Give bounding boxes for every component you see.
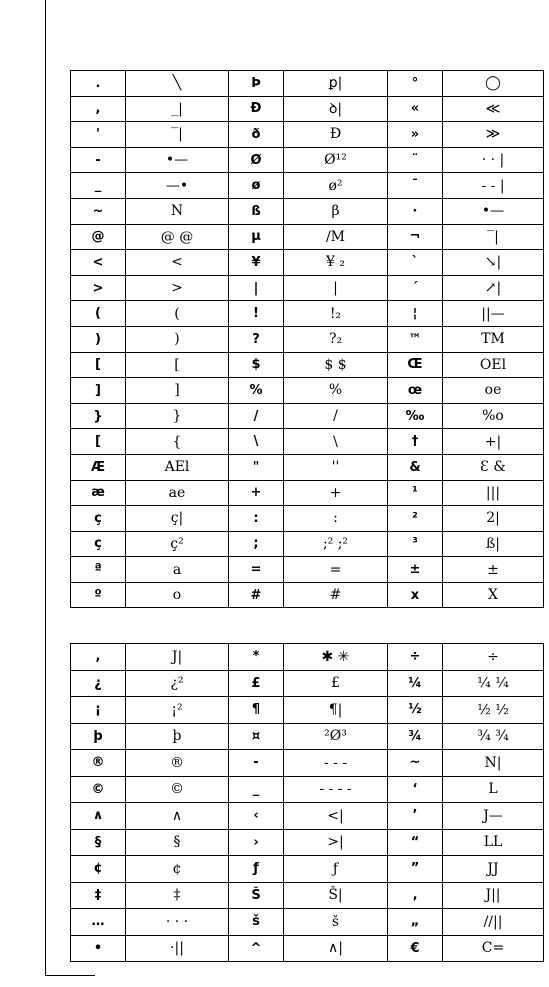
character-cell: ÷ [388, 644, 443, 671]
stroke-cell: ) [126, 326, 229, 352]
stroke-cell: @ @ [126, 224, 229, 250]
character-cell: ° [388, 71, 443, 97]
character-cell: ¥ [229, 250, 284, 276]
character-cell: ® [71, 750, 126, 777]
character-cell: ™ [388, 326, 443, 352]
character-cell: » [388, 122, 443, 148]
table-row [71, 352, 544, 378]
table-row [71, 378, 544, 404]
character-cell: § [71, 829, 126, 856]
stroke-cell: Ð [284, 122, 388, 148]
character-cell: } [71, 403, 126, 429]
table-row [71, 173, 544, 199]
stroke-cell: oe [443, 378, 544, 404]
stroke-cell: ‾| [443, 224, 544, 250]
stroke-cell: - - - - [284, 776, 388, 803]
page-margin-line [45, 0, 46, 975]
stroke-cell: ¾ ¾ [443, 723, 544, 750]
stroke-cell: ae [126, 480, 229, 506]
stroke-cell: OEl [443, 352, 544, 378]
character-cell: ç [71, 506, 126, 532]
stroke-cell: ²Ø³ [284, 723, 388, 750]
character-cell: æ [71, 480, 126, 506]
character-cell: † [388, 429, 443, 455]
stroke-cell: ( [126, 301, 229, 327]
stroke-cell: L [443, 776, 544, 803]
character-cell: - [71, 147, 126, 173]
stroke-cell: ?₂ [284, 326, 388, 352]
character-stroke-table-top [70, 70, 544, 608]
character-cell: | [229, 275, 284, 301]
stroke-cell: $ $ [284, 352, 388, 378]
stroke-cell: ≫ [443, 122, 544, 148]
table-row [71, 480, 544, 506]
stroke-cell: ||— [443, 301, 544, 327]
stroke-cell: ≪ [443, 96, 544, 122]
character-cell: - [229, 750, 284, 777]
stroke-cell: 2| [443, 506, 544, 532]
stroke-cell: ½ ½ [443, 697, 544, 724]
character-cell: … [71, 909, 126, 936]
character-cell: ¯ [388, 173, 443, 199]
stroke-cell: = [284, 557, 388, 583]
character-cell: › [229, 829, 284, 856]
character-cell: € [388, 935, 443, 962]
character-cell: ‰ [388, 403, 443, 429]
stroke-cell: JJ [443, 856, 544, 883]
table-row [71, 882, 544, 909]
stroke-cell: TM [443, 326, 544, 352]
stroke-cell: ||| [443, 480, 544, 506]
stroke-cell: +| [443, 429, 544, 455]
character-cell: ' [71, 122, 126, 148]
stroke-cell: Š| [284, 882, 388, 909]
character-cell: ‡ [71, 882, 126, 909]
stroke-cell: ↗| [443, 275, 544, 301]
table-row [71, 224, 544, 250]
character-cell: [ [71, 429, 126, 455]
character-cell: " [229, 454, 284, 480]
character-cell: ) [71, 326, 126, 352]
table-row [71, 697, 544, 724]
stroke-cell: ® [126, 750, 229, 777]
character-cell: ƒ [229, 856, 284, 883]
character-cell: \ [229, 429, 284, 455]
table-row [71, 403, 544, 429]
stroke-cell: © [126, 776, 229, 803]
character-cell: ð [229, 122, 284, 148]
stroke-cell: N| [443, 750, 544, 777]
character-cell: Œ [388, 352, 443, 378]
stroke-cell: ◯ [443, 71, 544, 97]
stroke-cell: ‾| [126, 122, 229, 148]
character-cell: % [229, 378, 284, 404]
stroke-cell: ß| [443, 531, 544, 557]
character-cell: « [388, 96, 443, 122]
table-row [71, 644, 544, 671]
character-cell: Þ [229, 71, 284, 97]
stroke-cell: | [284, 275, 388, 301]
character-cell: œ [388, 378, 443, 404]
stroke-cell: Ø¹² [284, 147, 388, 173]
stroke-cell: ç| [126, 506, 229, 532]
character-cell: ‘ [388, 776, 443, 803]
character-cell: = [229, 557, 284, 583]
character-cell: ¡ [71, 697, 126, 724]
stroke-cell: a [126, 557, 229, 583]
character-cell: ¦ [388, 301, 443, 327]
stroke-cell: J— [443, 803, 544, 830]
character-cell: ` [388, 250, 443, 276]
character-cell: < [71, 250, 126, 276]
table-row [71, 670, 544, 697]
character-cell: µ [229, 224, 284, 250]
stroke-cell: - - - [284, 750, 388, 777]
character-cell: ! [229, 301, 284, 327]
stroke-cell: \ [284, 429, 388, 455]
character-cell: _ [229, 776, 284, 803]
stroke-cell: < [126, 250, 229, 276]
character-cell: $ [229, 352, 284, 378]
character-cell: „ [388, 909, 443, 936]
table-row [71, 429, 544, 455]
table-row [71, 935, 544, 962]
table-row [71, 506, 544, 532]
stroke-cell: ¡² [126, 697, 229, 724]
character-cell: [ [71, 352, 126, 378]
stroke-cell: Ɛ & [443, 454, 544, 480]
character-cell: . [71, 71, 126, 97]
stroke-cell: ∧| [284, 935, 388, 962]
character-cell: þ [71, 723, 126, 750]
stroke-cell: !₂ [284, 301, 388, 327]
character-cell: # [229, 582, 284, 608]
character-cell: * [229, 644, 284, 671]
table-row [71, 557, 544, 583]
character-cell: ∧ [71, 803, 126, 830]
character-cell: ¢ [71, 856, 126, 883]
character-cell: ¶ [229, 697, 284, 724]
stroke-cell: ¥ ₂ [284, 250, 388, 276]
table-row [71, 909, 544, 936]
stroke-cell: ƒ [284, 856, 388, 883]
table-row [71, 71, 544, 97]
character-stroke-table-bottom [70, 643, 544, 962]
stroke-cell: þ [126, 723, 229, 750]
character-cell: ² [388, 506, 443, 532]
stroke-cell: ± [443, 557, 544, 583]
stroke-cell: ;² ;² [284, 531, 388, 557]
stroke-cell: —• [126, 173, 229, 199]
table-row [71, 582, 544, 608]
table-row [71, 198, 544, 224]
stroke-cell: AEl [126, 454, 229, 480]
character-cell: ³ [388, 531, 443, 557]
character-cell: š [229, 909, 284, 936]
stroke-cell: - - | [443, 173, 544, 199]
character-cell: / [229, 403, 284, 429]
stroke-cell: LL [443, 829, 544, 856]
character-cell: ½ [388, 697, 443, 724]
table-row [71, 750, 544, 777]
character-cell: Æ [71, 454, 126, 480]
character-cell: ^ [229, 935, 284, 962]
character-cell: · [388, 198, 443, 224]
stroke-cell: ·|| [126, 935, 229, 962]
character-cell: ´ [388, 275, 443, 301]
table-row [71, 301, 544, 327]
stroke-cell: N [126, 198, 229, 224]
character-cell: Š [229, 882, 284, 909]
stroke-cell: : [284, 506, 388, 532]
stroke-cell: % [284, 378, 388, 404]
stroke-cell: · · | [443, 147, 544, 173]
stroke-cell: / [284, 403, 388, 429]
character-cell: ß [229, 198, 284, 224]
stroke-cell: /M [284, 224, 388, 250]
table-row [71, 96, 544, 122]
stroke-cell: C= [443, 935, 544, 962]
character-cell: , [71, 96, 126, 122]
stroke-cell: ✱ ✳ [284, 644, 388, 671]
character-cell: , [71, 644, 126, 671]
character-cell: Đ [229, 96, 284, 122]
table-row [71, 531, 544, 557]
stroke-cell: >| [284, 829, 388, 856]
stroke-cell: ] [126, 378, 229, 404]
stroke-cell: %o [443, 403, 544, 429]
character-cell: : [229, 506, 284, 532]
stroke-cell: ç² [126, 531, 229, 557]
table-row [71, 122, 544, 148]
character-cell: ¨ [388, 147, 443, 173]
table-row [71, 829, 544, 856]
character-cell: + [229, 480, 284, 506]
stroke-cell: J|| [443, 882, 544, 909]
character-cell: £ [229, 670, 284, 697]
character-cell: > [71, 275, 126, 301]
stroke-cell: <| [284, 803, 388, 830]
stroke-cell: · · · [126, 909, 229, 936]
stroke-cell: J| [126, 644, 229, 671]
stroke-cell: '' [284, 454, 388, 480]
character-cell: ¬ [388, 224, 443, 250]
character-cell: _ [71, 173, 126, 199]
stroke-cell: > [126, 275, 229, 301]
character-cell: ¾ [388, 723, 443, 750]
character-cell: ‹ [229, 803, 284, 830]
table-row [71, 776, 544, 803]
character-cell: º [71, 582, 126, 608]
stroke-cell: } [126, 403, 229, 429]
table-row [71, 723, 544, 750]
character-cell: ± [388, 557, 443, 583]
character-cell: Ø [229, 147, 284, 173]
character-cell: ç [71, 531, 126, 557]
character-cell: • [71, 935, 126, 962]
table-row [71, 147, 544, 173]
stroke-cell: ¶| [284, 697, 388, 724]
character-cell: ~ [71, 198, 126, 224]
table-row [71, 454, 544, 480]
character-cell: ‚ [388, 882, 443, 909]
stroke-cell: β [284, 198, 388, 224]
stroke-cell: •— [443, 198, 544, 224]
character-cell: ” [388, 856, 443, 883]
stroke-cell: X [443, 582, 544, 608]
character-cell: ¼ [388, 670, 443, 697]
stroke-cell: ¼ ¼ [443, 670, 544, 697]
stroke-cell: ∧ [126, 803, 229, 830]
stroke-cell: ↘| [443, 250, 544, 276]
table-row [71, 803, 544, 830]
stroke-cell: ꝑ| [284, 71, 388, 97]
stroke-cell: [ [126, 352, 229, 378]
table-row [71, 250, 544, 276]
stroke-cell: § [126, 829, 229, 856]
character-cell: ] [71, 378, 126, 404]
character-cell: ? [229, 326, 284, 352]
table-row [71, 326, 544, 352]
stroke-cell: ¿² [126, 670, 229, 697]
stroke-cell: ¢ [126, 856, 229, 883]
stroke-cell: ø² [284, 173, 388, 199]
character-cell: “ [388, 829, 443, 856]
stroke-cell: •— [126, 147, 229, 173]
stroke-cell: š [284, 909, 388, 936]
character-cell: ø [229, 173, 284, 199]
stroke-cell: _| [126, 96, 229, 122]
character-cell: ¹ [388, 480, 443, 506]
stroke-cell: //|| [443, 909, 544, 936]
character-cell: & [388, 454, 443, 480]
table-row [71, 275, 544, 301]
stroke-cell: # [284, 582, 388, 608]
page-corner-line [45, 975, 95, 976]
table-row [71, 856, 544, 883]
character-cell: ; [229, 531, 284, 557]
stroke-cell: { [126, 429, 229, 455]
character-cell: ª [71, 557, 126, 583]
character-cell: ’ [388, 803, 443, 830]
stroke-cell: £ [284, 670, 388, 697]
stroke-cell: ꝺ| [284, 96, 388, 122]
character-cell: ( [71, 301, 126, 327]
character-cell: ~ [388, 750, 443, 777]
stroke-cell: ÷ [443, 644, 544, 671]
character-cell: x [388, 582, 443, 608]
character-cell: @ [71, 224, 126, 250]
character-cell: ¿ [71, 670, 126, 697]
character-cell: © [71, 776, 126, 803]
stroke-cell: ‡ [126, 882, 229, 909]
stroke-cell: o [126, 582, 229, 608]
stroke-cell: ╲ [126, 71, 229, 97]
character-cell: ¤ [229, 723, 284, 750]
stroke-cell: + [284, 480, 388, 506]
